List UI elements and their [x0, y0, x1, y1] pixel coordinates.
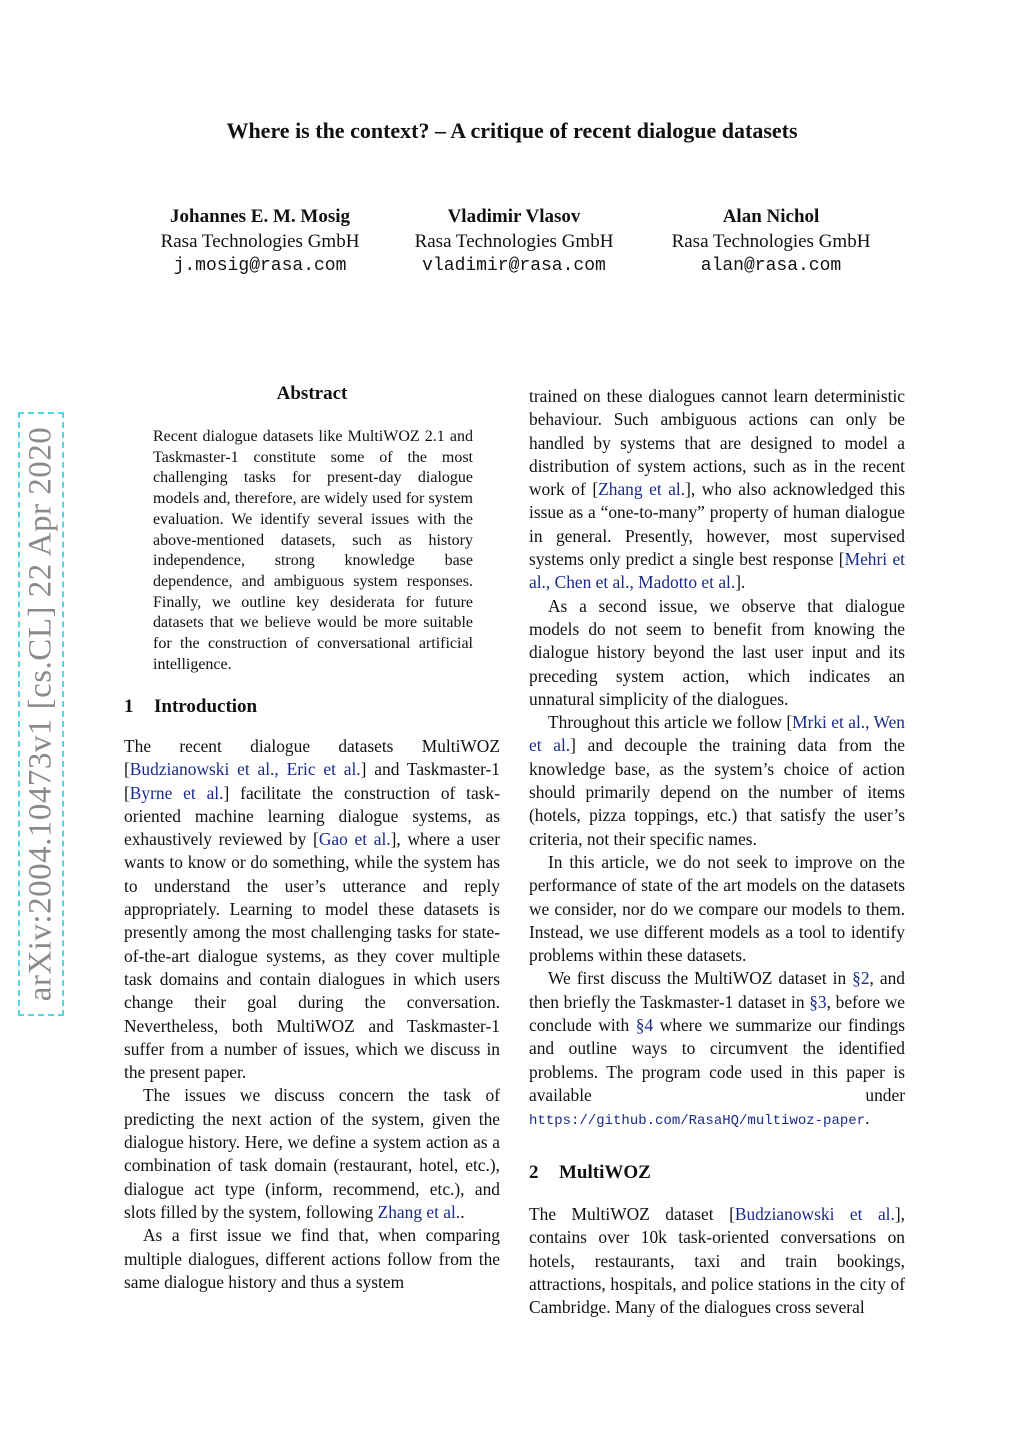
text-span: ] and decouple the training data from the knowledge base, as the system’s choice of action should primarily depend on the number of items (hotels, pizza toppings, etc.) that satisfy the user’s criteria, not their specific names.	[529, 735, 905, 849]
text-span: where we summarize our findings and outline ways to circumvent the identified problems. The program code used in this paper is available under	[529, 1015, 906, 1105]
citation-link[interactable]: Zhang et al.	[598, 479, 686, 500]
paragraph	[529, 967, 905, 1133]
author-block-2	[384, 204, 644, 279]
author-affiliation: Rasa Technologies GmbH	[160, 231, 360, 252]
paragraph	[529, 1203, 905, 1319]
abstract-heading: Abstract	[276, 383, 348, 404]
text-span: The issues we discuss concern the task of predicting the next action of the system, given the dialogue history. Here, we define a system action as a combination of task domain (restaurant, hotel, etc.), dialogue act type (inform, recommend, etc.), and slots filled by the system, following	[124, 1085, 500, 1222]
arxiv-identifier: arXiv:2004.10473v1 [cs.CL] 22 Apr 2020	[22, 426, 59, 1002]
citation-link[interactable]: Byrne et al.	[129, 782, 224, 803]
author-affiliation: Rasa Technologies GmbH	[414, 231, 614, 252]
arxiv-stamp[interactable]	[18, 412, 64, 1016]
section-number: 1	[124, 696, 134, 717]
text-span: Throughout this article we follow [	[548, 712, 793, 733]
text-span: trained on these dialogues cannot learn deterministic behaviour. Such ambiguous actions can only be handled by systems that are designed to model a distribution of system actions, such as in the recent work of [	[529, 386, 905, 500]
text-span: .	[865, 1108, 870, 1129]
author-name: Vladimir Vlasov	[447, 206, 581, 227]
author-name: Alan Nichol	[722, 206, 820, 227]
text-span: The recent dialogue datasets MultiWOZ [	[124, 736, 500, 780]
author-email: j.mosig@rasa.com	[173, 256, 347, 276]
section-title: Introduction	[154, 696, 258, 717]
paragraph	[529, 385, 905, 595]
section-title: MultiWOZ	[559, 1162, 651, 1183]
author-email: alan@rasa.com	[700, 256, 842, 276]
right-column-section-2	[529, 1203, 905, 1319]
paragraph: As a first issue we find that, when comparing multiple dialogues, different actions follow from the same dialogue history and thus a system	[124, 1225, 500, 1292]
code-url-link[interactable]: https://github.com/RasaHQ/multiwoz-paper	[529, 1113, 866, 1130]
author-name: Johannes E. M. Mosig	[170, 206, 350, 227]
left-column	[124, 735, 500, 1294]
paragraph: As a second issue, we observe that dialogue models do not seem to benefit from knowing the dialogue history beyond the last user input and its preceding system action, which indicates an unnatural simplicity of the dialogues.	[529, 595, 905, 709]
paragraph: In this article, we do not seek to improve on the performance of state of the art models on the datasets we consider, nor do we compare our models to them. Instead, we use different models as a tool to identify problems within these datasets.	[529, 851, 905, 966]
author-block-3	[641, 204, 901, 279]
citation-link[interactable]: Zhang et al.	[377, 1201, 461, 1222]
text-span: .	[460, 1201, 465, 1222]
citation-link[interactable]: Mrki et al., Wen et al.	[529, 712, 905, 756]
citation-link[interactable]: Gao et al.	[318, 829, 391, 850]
section-ref-link[interactable]: §4	[635, 1015, 654, 1036]
section-ref-link[interactable]: §3	[809, 991, 827, 1012]
abstract-text: Recent dialogue datasets like MultiWOZ 2.1 and Taskmaster-1 constitute some of the most challenging tasks for present-day dialogue models and, therefore, are widely used for system evaluation. We identify several issues with the above-mentioned datasets, such as history independence, strong knowledge base dependence, and ambiguous system responses. Finally, we outline key desiderata for future datasets that we believe would be more suitable for the construction of conversational artificial intelligence.	[153, 428, 473, 673]
paper-title: Where is the context? – A critique of recent dialogue datasets	[226, 118, 798, 143]
section-heading-multiwoz	[529, 1162, 651, 1184]
text-span: ].	[735, 572, 746, 593]
text-span: We first discuss the MultiWOZ dataset in	[548, 968, 853, 989]
author-email: vladimir@rasa.com	[422, 256, 606, 276]
author-block-1	[130, 204, 390, 279]
text-span: ], where a user wants to know or do something, while the system has to understand the user’s utterance and reply appropriately. Learning to model these datasets is presently among the most challenging tasks for state-of-the-art dialogue systems, as they cover multiple task domains and contain dialogues in which users change their goal during the conversation. Nevertheless, both MultiWOZ and Taskmaster-1 suffer from a number of issues, which we discuss in the present paper.	[124, 829, 500, 1083]
text-span: ] and Taskmaster-1 [	[124, 759, 501, 803]
citation-link[interactable]: Budzianowski et al.	[734, 1204, 895, 1224]
citation-link[interactable]: Budzianowski et al., Eric et al.	[129, 759, 361, 780]
paragraph	[124, 1084, 500, 1224]
paragraph	[529, 711, 905, 851]
citation-link[interactable]: Mehri et al., Chen et al., Madotto et al.	[529, 549, 906, 593]
text-span: The MultiWOZ dataset [	[529, 1204, 735, 1224]
text-span: , before we conclude with	[529, 991, 905, 1036]
section-number: 2	[529, 1162, 539, 1183]
text-span: ] facilitate the construction of task-oriented machine learning dialogue systems, as exhaustively reviewed by [	[124, 782, 500, 850]
right-column	[529, 385, 905, 1134]
paragraph	[124, 735, 500, 1084]
section-heading-introduction	[124, 696, 257, 718]
text-span: , and then briefly the Taskmaster-1 dataset in	[529, 968, 905, 1012]
author-affiliation: Rasa Technologies GmbH	[671, 231, 871, 252]
text-span: ], contains over 10k task-oriented conversations on hotels, restaurants, taxi and train bookings, attractions, hospitals, and police stations in the city of Cambridge. Many of the dialogues cross several	[529, 1204, 905, 1318]
text-span: ], who also acknowledged this issue as a “one-to-many” property of human dialogue in general. Presently, however, most supervised systems only predict a single best response [	[529, 479, 905, 570]
section-ref-link[interactable]: §2	[852, 968, 870, 989]
